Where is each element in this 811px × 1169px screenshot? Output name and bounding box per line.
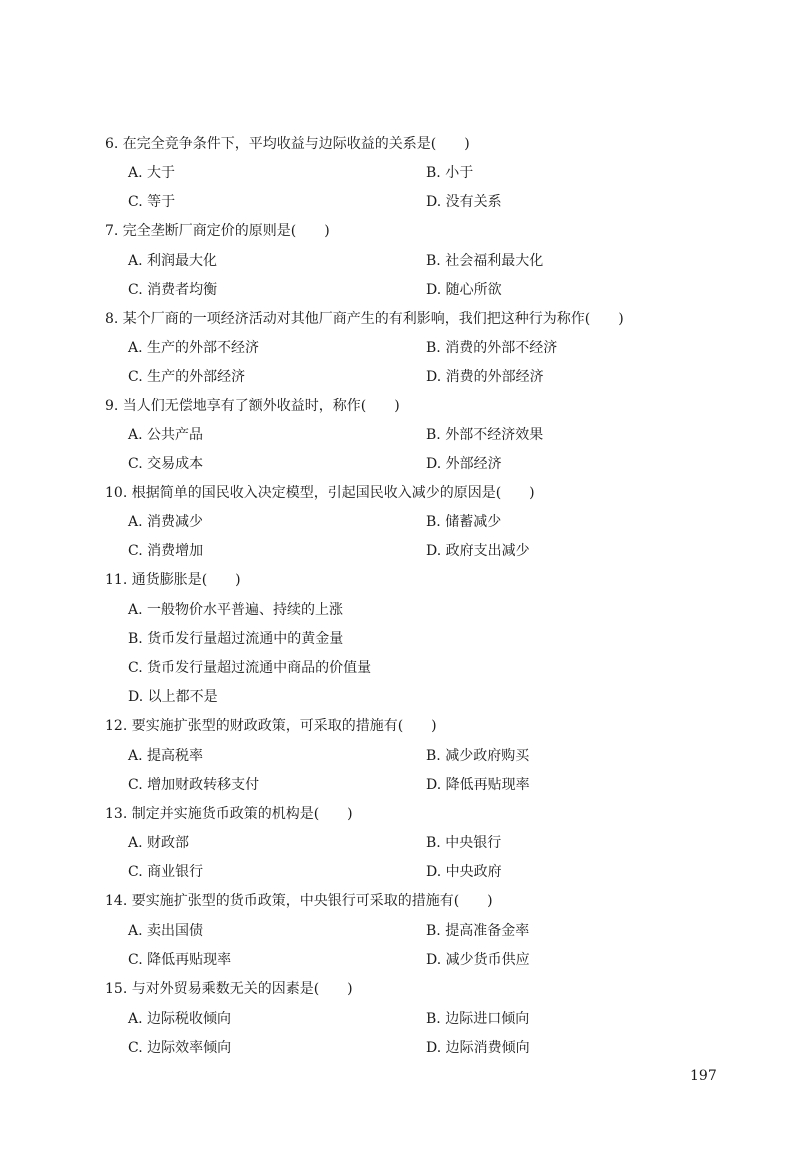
question-6-option-a: A. 大于 — [128, 165, 176, 181]
question-11-option-a: A. 一般物价水平普遍、持续的上涨 — [128, 602, 344, 618]
question-15-option-a: A. 边际税收倾向 — [128, 1011, 232, 1027]
question-10-option-c: C. 消费增加 — [128, 543, 204, 559]
question-6-option-b: B. 小于 — [426, 165, 474, 181]
question-9-option-b: B. 外部不经济效果 — [426, 427, 544, 443]
question-12-option-d: D. 降低再贴现率 — [426, 777, 530, 793]
question-14-option-c: C. 降低再贴现率 — [128, 952, 232, 968]
question-8-stem: 8. 某个厂商的一项经济活动对其他厂商产生的有利影响，我们把这种行为称作( ) — [105, 311, 624, 327]
question-14-option-d: D. 减少货币供应 — [426, 952, 530, 968]
page-number: 197 — [690, 1068, 717, 1084]
question-7-option-d: D. 随心所欲 — [426, 282, 502, 298]
question-14-option-a: A. 卖出国债 — [128, 923, 204, 939]
question-10-option-a: A. 消费减少 — [128, 514, 204, 530]
question-7-option-c: C. 消费者均衡 — [128, 282, 218, 298]
question-8-option-a: A. 生产的外部不经济 — [128, 340, 260, 356]
question-7-stem: 7. 完全垄断厂商定价的原则是( ) — [105, 223, 330, 239]
question-10-stem: 10. 根据简单的国民收入决定模型，引起国民收入减少的原因是( ) — [105, 485, 535, 501]
question-14-option-b: B. 提高准备金率 — [426, 923, 530, 939]
question-13-option-a: A. 财政部 — [128, 835, 190, 851]
question-6-option-d: D. 没有关系 — [426, 194, 502, 210]
question-13-stem: 13. 制定并实施货币政策的机构是( ) — [105, 806, 353, 822]
question-13-option-d: D. 中央政府 — [426, 864, 502, 880]
question-11-stem: 11. 通货膨胀是( ) — [105, 572, 241, 588]
question-9-option-a: A. 公共产品 — [128, 427, 204, 443]
question-13-option-b: B. 中央银行 — [426, 835, 502, 851]
question-14-stem: 14. 要实施扩张型的货币政策，中央银行可采取的措施有( ) — [105, 893, 493, 909]
question-13-option-c: C. 商业银行 — [128, 864, 204, 880]
question-8-option-b: B. 消费的外部不经济 — [426, 340, 558, 356]
question-7-option-b: B. 社会福利最大化 — [426, 253, 544, 269]
question-8-option-d: D. 消费的外部经济 — [426, 369, 544, 385]
question-10-option-d: D. 政府支出减少 — [426, 543, 530, 559]
question-10-option-b: B. 储蓄减少 — [426, 514, 502, 530]
question-15-option-c: C. 边际效率倾向 — [128, 1040, 232, 1056]
question-6-option-c: C. 等于 — [128, 194, 176, 210]
question-9-option-d: D. 外部经济 — [426, 456, 502, 472]
question-9-option-c: C. 交易成本 — [128, 456, 204, 472]
question-15-option-d: D. 边际消费倾向 — [426, 1040, 530, 1056]
question-11-option-c: C. 货币发行量超过流通中商品的价值量 — [128, 660, 372, 676]
question-12-option-a: A. 提高税率 — [128, 748, 204, 764]
question-7-option-a: A. 利润最大化 — [128, 253, 218, 269]
question-11-option-d: D. 以上都不是 — [128, 689, 218, 705]
question-6-stem: 6. 在完全竞争条件下，平均收益与边际收益的关系是( ) — [105, 136, 470, 152]
question-15-stem: 15. 与对外贸易乘数无关的因素是( ) — [105, 981, 353, 997]
question-8-option-c: C. 生产的外部经济 — [128, 369, 246, 385]
question-12-stem: 12. 要实施扩张型的财政政策，可采取的措施有( ) — [105, 718, 437, 734]
question-12-option-b: B. 减少政府购买 — [426, 748, 530, 764]
question-11-option-b: B. 货币发行量超过流通中的黄金量 — [128, 631, 344, 647]
question-12-option-c: C. 增加财政转移支付 — [128, 777, 260, 793]
question-15-option-b: B. 边际进口倾向 — [426, 1011, 530, 1027]
question-9-stem: 9. 当人们无偿地享有了额外收益时，称作( ) — [105, 398, 400, 414]
